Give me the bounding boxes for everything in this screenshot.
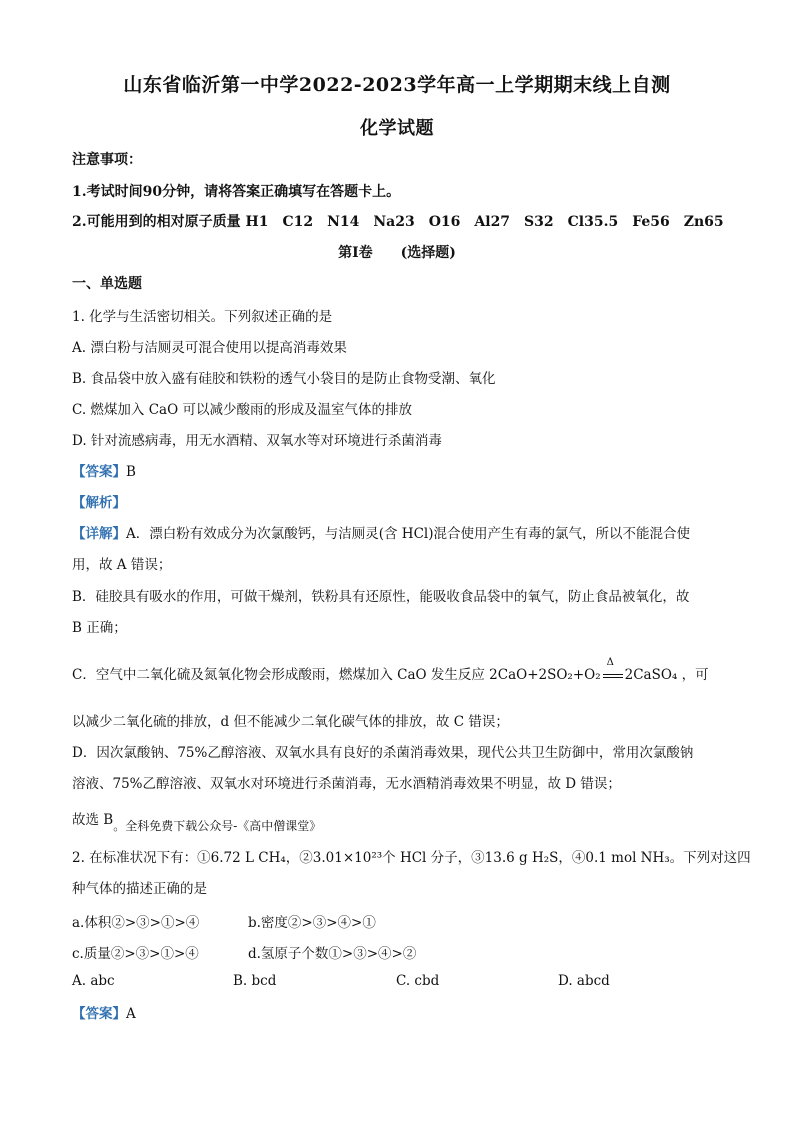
document-subtitle: 化学试题 bbox=[360, 118, 434, 139]
q1-option-a: A. 漂白粉与洁厕灵可混合使用以提高消毒效果 bbox=[72, 340, 347, 356]
q1-detail-b-line1: B．硅胶具有吸水的作用，可做干燥剂，铁粉具有还原性，能吸收食品袋中的氧气，防止食品被氧化，故 bbox=[72, 589, 690, 605]
q1-detail-c-line2: 以减少二氧化硫的排放，d 但不能减少二氧化碳气体的排放，故 C 错误； bbox=[72, 714, 509, 730]
q2-statement-b: b.密度②>③>④>① bbox=[248, 915, 376, 931]
detail-tag: 【详解】 bbox=[72, 526, 126, 542]
q2-option-c: C. cbd bbox=[396, 973, 440, 989]
q2-stem-line1: 2. 在标准状况下有：①6.72 L CH₄，②3.01×10²³个 HCl 分子，③13.6 g H₂S，④0.1 mol NH₃。下列对这四 bbox=[72, 850, 751, 866]
q1-analysis-tag: 【解析】 bbox=[72, 495, 126, 511]
q1-answer bbox=[72, 462, 722, 482]
q2-option-d: D. abcd bbox=[558, 973, 610, 989]
notes-item-2: 2.可能用到的相对原子质量 H1 C12 N14 Na23 O16 Al27 S32 Cl35.5 Fe56 Zn65 bbox=[72, 214, 724, 230]
q2-stem-line2: 种气体的描述正确的是 bbox=[72, 881, 207, 897]
promo-text: 。全科免费下载公众号-《高中僧课堂》 bbox=[113, 819, 322, 833]
q1-detail-c-line1: C．空气中二氧化硫及氮氧化物会形成酸雨，燃煤加入 CaO 发生反应 2CaO+2SO₂+O₂ Δ 2CaSO₄ ，可 bbox=[72, 657, 709, 683]
volume-heading: 第Ⅰ卷 (选择题) bbox=[338, 245, 456, 261]
heating-condition: Δ bbox=[601, 665, 625, 685]
q1-stem: 1. 化学与生活密切相关。下列叙述正确的是 bbox=[72, 309, 333, 325]
chemical-equation: 2CaO+2SO₂+O₂ Δ 2CaSO₄ bbox=[489, 657, 678, 683]
q1-detail-a-line2: 用，故 A 错误； bbox=[72, 557, 172, 573]
answer-value: B bbox=[126, 464, 136, 480]
q2-statement-a: a.体积②>③>①>④ bbox=[72, 915, 200, 931]
q1-detail-d-line1: D．因次氯酸钠、75%乙醇溶液、双氧水具有良好的杀菌消毒效果，现代公共卫生防御中，常用次氯酸钠 bbox=[72, 745, 694, 761]
q1-detail-a-line1: 【详解】A．漂白粉有效成分为次氯酸钙，与洁厕灵(含 HCl)混合使用产生有毒的氯气，所以不能混合使 bbox=[72, 526, 690, 542]
q1-conclusion: 故选 B。全科免费下载公众号-《高中僧课堂》 bbox=[72, 812, 322, 833]
section-heading: 一、单选题 bbox=[72, 276, 142, 292]
notes-item-1: 1.考试时间90分钟，请将答案正确填写在答题卡上。 bbox=[72, 184, 401, 200]
document-title: 山东省临沂第一中学2022-2023学年高一上学期期末线上自测 bbox=[123, 74, 671, 96]
q1-detail-b-line2: B 正确； bbox=[72, 620, 127, 636]
q2-statement-c: c.质量②>③>①>④ bbox=[72, 946, 199, 962]
answer-tag: 【答案】 bbox=[72, 464, 126, 480]
notes-heading: 注意事项： bbox=[72, 152, 142, 168]
q1-option-c: C. 燃煤加入 CaO 可以减少酸雨的形成及温室气体的排放 bbox=[72, 402, 412, 418]
q1-option-b: B. 食品袋中放入盛有硅胶和铁粉的透气小袋目的是防止食物受潮、氧化 bbox=[72, 371, 496, 387]
q2-answer: 【答案】A bbox=[72, 1006, 136, 1022]
q2-statement-d: d.氢原子个数①>③>④>② bbox=[248, 946, 417, 962]
q1-option-d: D. 针对流感病毒，用无水酒精、双氧水等对环境进行杀菌消毒 bbox=[72, 433, 442, 449]
q2-option-a: A. abc bbox=[72, 973, 115, 989]
q1-detail-d-line2: 溶液、75%乙醇溶液、双氧水对环境进行杀菌消毒，无水酒精消毒效果不明显，故 D 错误； bbox=[72, 776, 621, 792]
q2-option-b: B. bcd bbox=[233, 973, 277, 989]
